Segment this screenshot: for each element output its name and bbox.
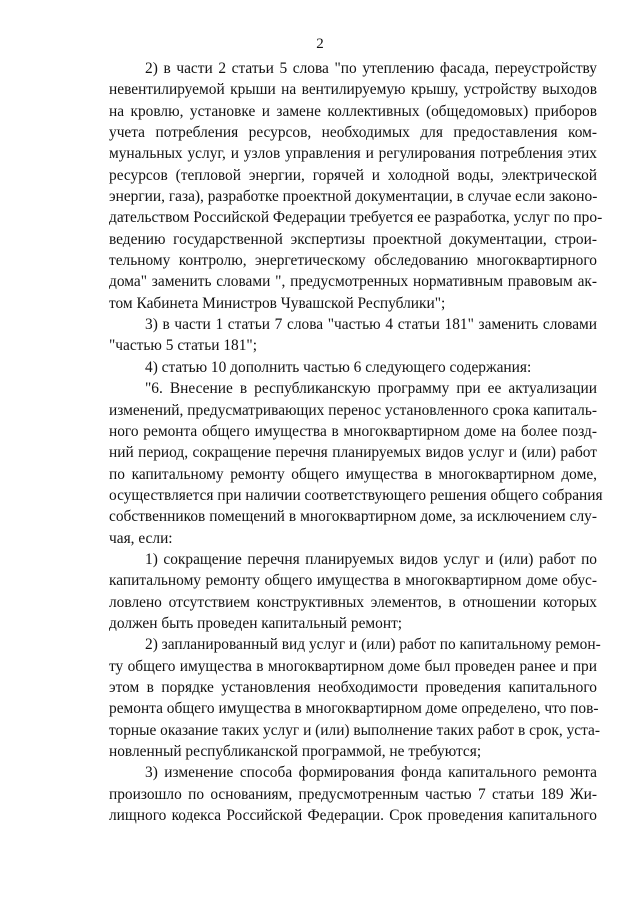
text-line: ремонта общего имущества в многоквартирном доме определено, что пов- bbox=[109, 700, 599, 718]
paragraph-case-2 bbox=[109, 634, 601, 762]
text-line: 2) запланированный вид услуг и (или) работ по капитальному ремон- bbox=[145, 636, 601, 654]
paragraph-part-6 bbox=[109, 378, 603, 549]
text-line: 3) изменение способа формирования фонда капитального ремонта bbox=[145, 764, 597, 782]
text-line: 4) статью 10 дополнить частью 6 следующего содержания: bbox=[145, 358, 532, 376]
text-line: дательством Российской Федерации требуется ее разработка, услуг по про- bbox=[109, 209, 603, 227]
text-line: на кровлю, установке и замене коллективных (общедомовых) приборов bbox=[109, 102, 597, 120]
text-line: произошло по основаниям, предусмотренным частью 7 статьи 189 Жи- bbox=[109, 785, 597, 803]
text-line: энергии, газа), разработке проектной документации, в случае если законо- bbox=[109, 188, 598, 206]
text-line: по капитальному ремонту общего имущества в многоквартирном доме, bbox=[109, 465, 597, 483]
text-line: ту общего имущества в многоквартирном доме был проведен ранее и при bbox=[109, 657, 597, 675]
text-line: осуществляется при наличии соответствующего решения общего собрания bbox=[109, 486, 603, 504]
text-line: изменений, предусматривающих перенос установленного срока капиталь- bbox=[109, 401, 597, 419]
text-line: "6. Внесение в республиканскую программу при ее актуализации bbox=[145, 380, 597, 398]
text-line: "частью 5 статьи 181"; bbox=[109, 337, 257, 355]
text-line: ресурсов (тепловой энергии, горячей и холодной воды, электрической bbox=[109, 166, 597, 184]
page-number: 2 bbox=[316, 36, 324, 52]
text-line: тельному контролю, энергетическому обследованию многоквартирного bbox=[109, 252, 597, 270]
text-line: ний период, сокращение перечня планируемых видов услуг и (или) работ bbox=[109, 444, 597, 462]
document-body bbox=[109, 58, 603, 826]
paragraph-case-1 bbox=[109, 549, 597, 634]
text-line: 1) сокращение перечня планируемых видов услуг и (или) работ по bbox=[145, 550, 597, 568]
text-line: ловлено отсутствием конструктивных элементов, в отношении которых bbox=[109, 593, 597, 611]
text-line: этом в порядке установления необходимости проведения капитального bbox=[109, 678, 597, 696]
text-line: ведению государственной экспертизы проектной документации, строи- bbox=[109, 230, 597, 248]
text-line: мунальных услуг, и узлов управления и регулирования потребления этих bbox=[109, 145, 597, 163]
text-line: собственников помещений в многоквартирном доме, за исключением слу- bbox=[109, 508, 597, 526]
text-line: том Кабинета Министров Чувашской Республики"; bbox=[109, 294, 446, 312]
text-line: торные оказание таких услуг и (или) выполнение таких работ в срок, уста- bbox=[109, 721, 600, 739]
text-line: ного ремонта общего имущества в многоквартирном доме на более позд- bbox=[109, 422, 597, 440]
text-line: чая, если: bbox=[109, 529, 173, 547]
text-line: невентилируемой крыши на вентилируемую крышу, устройству выходов bbox=[109, 81, 597, 99]
text-line: 3) в части 1 статьи 7 слова "частью 4 статьи 181" заменить словами bbox=[145, 316, 597, 334]
text-line: новленный республиканской программой, не требуются; bbox=[109, 743, 482, 760]
text-line: дома" заменить словами ", предусмотренных нормативным правовым ак- bbox=[109, 273, 597, 291]
paragraph-case-3 bbox=[109, 762, 597, 826]
text-line: 2) в части 2 статьи 5 слова "по утеплению фасада, переустройству bbox=[145, 60, 597, 77]
text-line: должен быть проведен капитальный ремонт; bbox=[109, 614, 403, 632]
text-line: капитальному ремонту общего имущества в многоквартирном доме обус- bbox=[109, 572, 597, 590]
paragraph-item-3 bbox=[109, 314, 597, 357]
text-line: учета потребления ресурсов, необходимых для предоставления ком- bbox=[109, 124, 597, 142]
paragraph-item-2 bbox=[109, 58, 603, 314]
paragraph-item-4 bbox=[109, 357, 597, 378]
text-line: лищного кодекса Российской Федерации. Срок проведения капитального bbox=[109, 807, 597, 825]
